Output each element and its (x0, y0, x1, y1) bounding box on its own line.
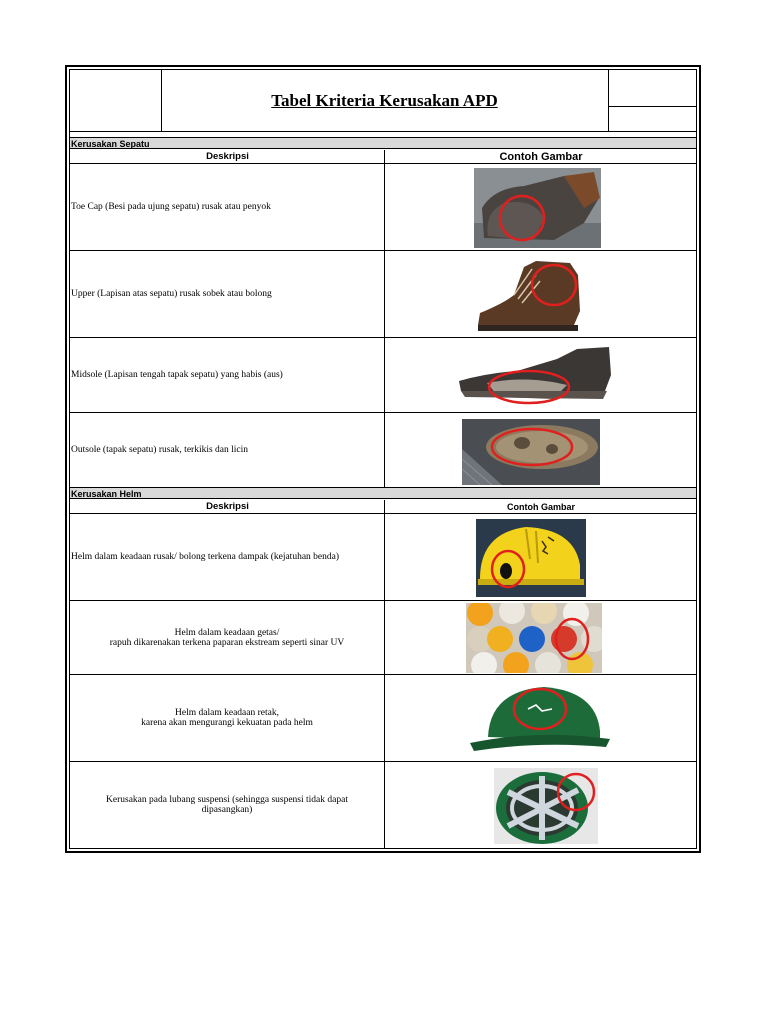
table-row (70, 251, 696, 338)
row-description-line1: Helm dalam keadaan retak, (175, 708, 279, 718)
row-description: Helm dalam keadaan rusak/ bolong terkena dampak (kejatuhan benda) (70, 514, 385, 600)
table-frame (69, 69, 697, 849)
table-row (70, 338, 696, 413)
column-header-image: Contoh Gambar (506, 501, 575, 512)
column-header-desc: Deskripsi (70, 150, 385, 163)
row-image-cell (386, 338, 696, 412)
helmets-uv-image (466, 603, 602, 673)
table-row (70, 413, 696, 488)
row-image-cell (386, 762, 696, 848)
table-row (70, 601, 696, 675)
row-description: Outsole (tapak sepatu) rusak, terkikis dan licin (70, 413, 385, 487)
section-heading-helm: Kerusakan Helm (70, 487, 696, 499)
table-row (70, 164, 696, 251)
header-left-cell (70, 70, 162, 131)
boot-midsole-image (457, 345, 613, 407)
boot-outsole-image (462, 419, 600, 485)
header-right-cell (608, 70, 697, 131)
table-row (70, 675, 696, 762)
boot-toecap-image (474, 168, 601, 248)
table-row (70, 762, 696, 848)
row-description: Midsole (Lapisan tengah tapak sepatu) yang habis (aus) (70, 338, 385, 412)
row-image-cell (386, 514, 696, 600)
column-header-row (70, 500, 696, 514)
header-right-divider (609, 106, 697, 107)
row-description: Toe Cap (Besi pada ujung sepatu) rusak atau penyok (70, 164, 385, 250)
row-description: Upper (Lapisan atas sepatu) rusak sobek atau bolong (70, 251, 385, 337)
row-description-line1: Kerusakan pada lubang suspensi (sehingga suspensi tidak dapat (106, 795, 348, 805)
page-title: Tabel Kriteria Kerusakan APD (271, 90, 498, 110)
row-description (70, 601, 385, 674)
row-description-line1: Helm dalam keadaan getas/ (174, 627, 280, 638)
row-description (70, 762, 385, 848)
row-image-cell (386, 601, 696, 674)
row-description-line2: rapuh dikarenakan terkena paparan ekstream seperti sinar UV (109, 637, 345, 648)
row-image-cell (386, 251, 696, 337)
row-description (70, 675, 385, 761)
row-description-line2: karena akan mengurangi kekuatan pada helm (141, 718, 313, 728)
helmet-suspension-image (494, 768, 598, 844)
row-description-line2: dipasangkan) (201, 805, 253, 815)
boot-upper-image (474, 255, 584, 333)
header-row (70, 70, 696, 132)
helmet-cracked-image (468, 681, 612, 757)
column-header-image: Contoh Gambar (499, 150, 583, 163)
column-header-row (70, 150, 696, 164)
helmet-impact-image (476, 519, 586, 597)
section-heading-sepatu: Kerusakan Sepatu (70, 137, 696, 149)
row-image-cell (386, 164, 696, 250)
document-frame (65, 65, 701, 853)
column-header-desc: Deskripsi (70, 500, 385, 513)
table-row (70, 514, 696, 601)
header-title-cell (162, 70, 607, 131)
row-image-cell (386, 413, 696, 487)
row-image-cell (386, 675, 696, 761)
